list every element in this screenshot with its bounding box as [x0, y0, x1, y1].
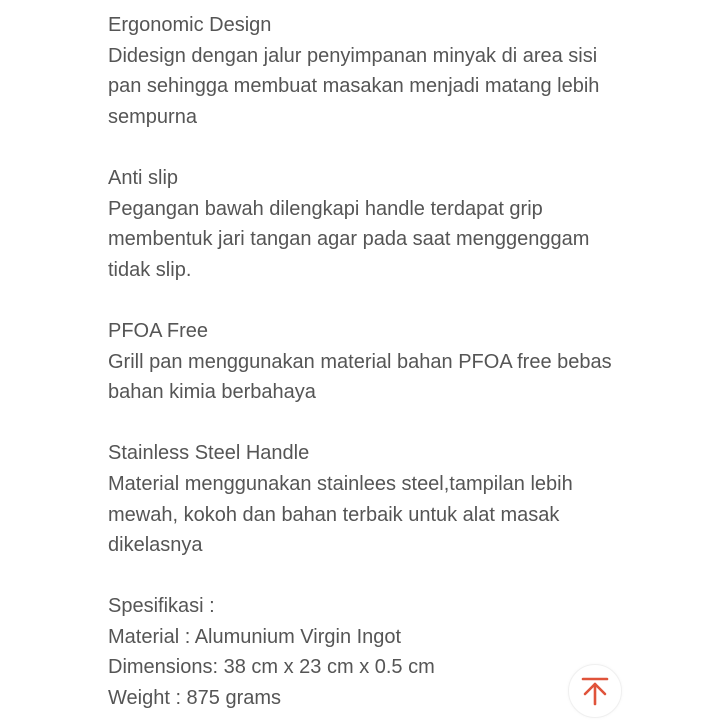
section-heading: Ergonomic Design	[108, 14, 272, 36]
section-ergonomic-design	[108, 10, 668, 132]
section-text: Grill pan menggunakan material bahan PFOA free bebas	[108, 350, 612, 373]
spec-weight: Weight : 875 grams	[108, 687, 282, 710]
section-pfoa-free	[108, 316, 668, 408]
section-text: mewah, kokoh dan bahan terbaik untuk alat masak	[108, 503, 560, 526]
product-description	[108, 10, 668, 714]
section-text: bahan kimia berbahaya	[108, 381, 316, 404]
section-text: tidak slip.	[108, 258, 192, 281]
section-text: Material menggunakan stainlees steel,tampilan lebih	[108, 472, 573, 495]
spacer	[108, 285, 668, 316]
spec-dimensions: Dimensions: 38 cm x 23 cm x 0.5 cm	[108, 656, 435, 679]
spec-material: Material : Alumunium Virgin Ingot	[108, 625, 402, 648]
arrow-up-to-top-icon	[580, 676, 610, 706]
section-heading: Stainless Steel Handle	[108, 442, 310, 465]
section-heading: PFOA Free	[108, 319, 209, 342]
section-text: sempurna	[108, 105, 197, 128]
section-stainless-steel-handle	[108, 438, 668, 560]
scroll-to-top-button[interactable]	[568, 664, 622, 718]
section-text: Pegangan bawah dilengkapi handle terdapat grip	[108, 197, 543, 220]
section-heading: Anti slip	[108, 166, 179, 189]
section-text: dikelasnya	[108, 534, 203, 557]
spacer	[108, 132, 668, 163]
section-text: Didesign dengan jalur penyimpanan minyak di area sisi	[108, 44, 598, 67]
spacer	[108, 561, 668, 592]
spacer	[108, 408, 668, 439]
section-text: membentuk jari tangan agar pada saat menggenggam	[108, 228, 590, 251]
section-anti-slip	[108, 163, 668, 285]
section-heading: Spesifikasi :	[108, 595, 215, 618]
section-text: pan sehingga membuat masakan menjadi matang lebih	[108, 75, 600, 98]
